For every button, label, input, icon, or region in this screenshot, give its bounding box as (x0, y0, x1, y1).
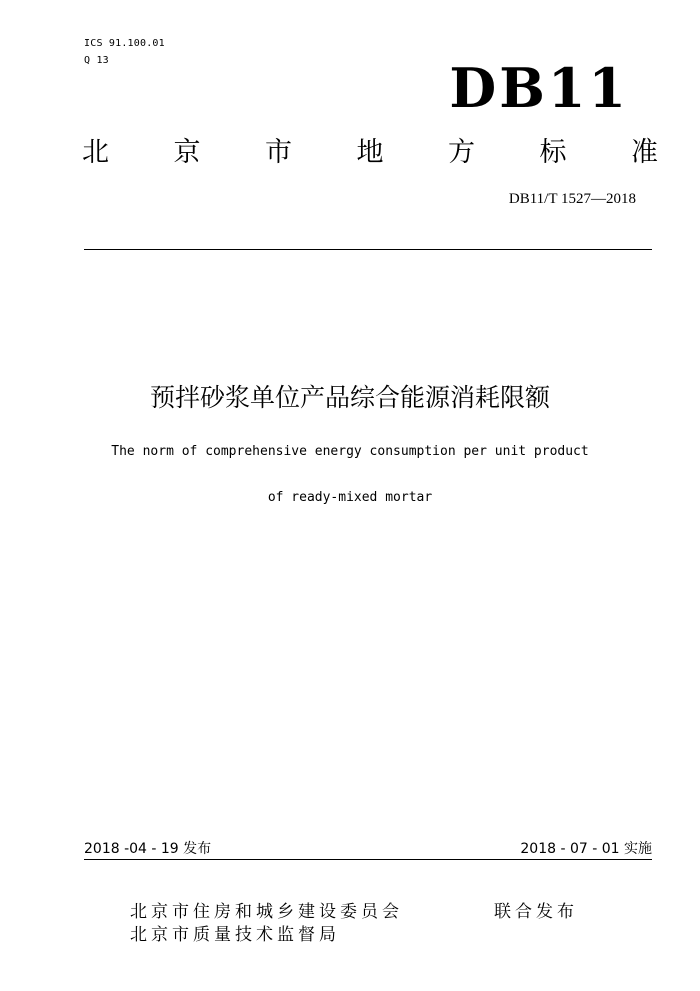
issue-date: 2018 -04 - 19 发布 (84, 841, 212, 857)
title-char: 地 (356, 137, 384, 168)
top-divider (84, 249, 652, 250)
joint-issue-label: 联合发布 (494, 902, 578, 922)
document-title-english-line-1: The norm of comprehensive energy consumption per unit product (111, 444, 589, 459)
document-title-chinese: 预拌砂浆单位产品综合能源消耗限额 (149, 383, 550, 412)
title-char: 标 (539, 137, 567, 168)
title-char: 北 (82, 137, 109, 168)
bottom-divider (84, 859, 652, 860)
issuer-line-1: 北京市住房和城乡建设委员会 (130, 902, 403, 922)
ics-code: ICS 91.100.01 (84, 38, 165, 49)
standard-number: DB11/T 1527—2018 (508, 191, 636, 207)
title-char: 准 (631, 137, 658, 168)
title-char: 京 (173, 137, 201, 168)
title-char: 市 (265, 137, 292, 168)
title-char: 方 (448, 137, 475, 168)
standard-type-title (82, 136, 658, 170)
issuer-line-2: 北京市质量技术监督局 (130, 925, 340, 945)
standard-code-logo: DB11 (449, 56, 629, 120)
document-title-english-line-2: of ready-mixed mortar (267, 490, 433, 505)
implementation-date: 2018 - 07 - 01 实施 (520, 841, 652, 857)
classification-code: Q 13 (84, 55, 109, 66)
